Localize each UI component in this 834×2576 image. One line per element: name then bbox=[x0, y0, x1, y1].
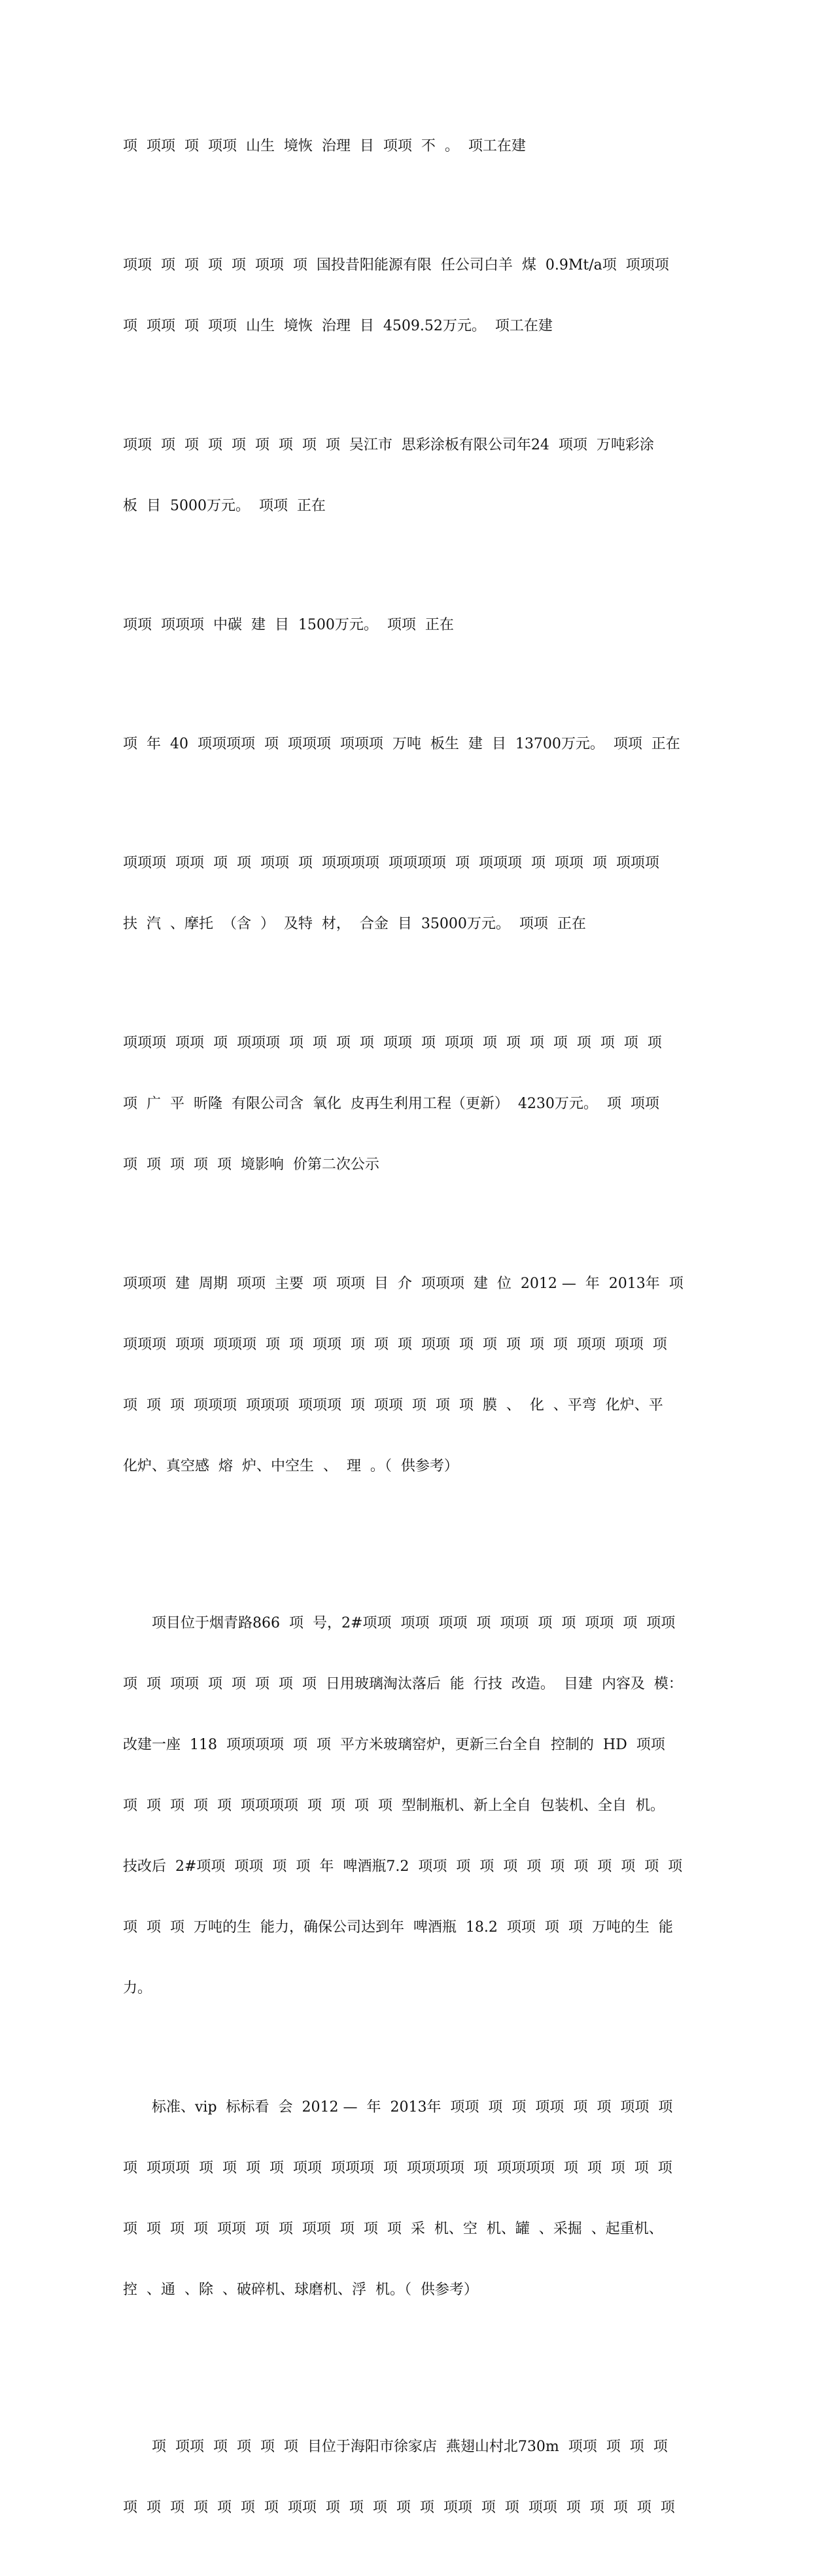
text-line: 项 项 项 项 项 项项项项 项 项 项 项 型制瓶机、新上全自 包装机、全自 机。 bbox=[123, 1798, 665, 1814]
text-line: 项 项项 项 项项 山生 境恢 治理 目 项项 不 。 项工在建 bbox=[123, 138, 526, 154]
section-gap bbox=[123, 1535, 715, 1573]
text-line: 改建一座 118 项项项项 项 项 平方米玻璃窑炉，更新三台全自 控制的 HD 项项 bbox=[123, 1737, 665, 1753]
paragraph-3 bbox=[123, 394, 715, 557]
paragraph-6 bbox=[123, 812, 715, 975]
section-gap bbox=[123, 2358, 715, 2396]
paragraph-1 bbox=[123, 96, 715, 197]
text-line: 项项 项项项 中碳 建 目 1500万元。 项项 正在 bbox=[123, 617, 454, 633]
text-line: 技改后 2#项项 项项 项 项 年 啤酒瓶7.2 项项 项 项 项 项 项 项 项 项 项 项 bbox=[123, 1858, 683, 1875]
text-line: 项 项项 项 项 项 项 目位于海阳市徐家店 燕翅山村北730m 项项 项 项 项 bbox=[152, 2439, 668, 2455]
paragraph-2 bbox=[123, 215, 715, 377]
text-line: 标准、vip 标标看 会 2012 — 年 2013年 项项 项 项 项项 项 项 项项 项 bbox=[152, 2099, 673, 2115]
paragraph-5 bbox=[123, 693, 715, 795]
text-line: 板 目 5000万元。 项项 正在 bbox=[123, 498, 326, 514]
text-line: 项 项 项 万吨的生 能力，确保公司达到年 啤酒瓶 18.2 项项 项 项 万吨的生 能 bbox=[123, 1919, 673, 1936]
text-line: 项 项 项 项项项 项项项 项项项 项 项项 项 项 项 膜 、 化 、平弯 化炉、平 bbox=[123, 1397, 663, 1414]
text-line: 扶 汽 、摩托 （含 ） 及特 材， 合金 目 35000万元。 项项 正在 bbox=[123, 916, 586, 932]
document-body bbox=[123, 96, 715, 2576]
text-line: 项 年 40 项项项项 项 项项项 项项项 万吨 板生 建 目 13700万元。 项项 正在 bbox=[123, 736, 680, 752]
text-line: 力。 bbox=[123, 1980, 152, 1996]
text-line: 项项项 项项 项 项 项项 项 项项项项 项项项项 项 项项项 项 项项 项 项项项 bbox=[123, 855, 659, 871]
text-line: 项 广 平 昕隆 有限公司含 氧化 皮再生利用工程（更新） 4230万元。 项 项项 bbox=[123, 1096, 659, 1112]
text-line: 项 项项项 项 项 项 项 项项 项项项 项 项项项项 项 项项项项 项 项 项 项 项 bbox=[123, 2160, 672, 2176]
text-line: 项项 项 项 项 项 项项 项 国投昔阳能源有限 任公司白羊 煤 0.9Mt/a项 项项项 bbox=[123, 257, 669, 273]
text-line: 项 项 项 项 项 项 项 项项 项 项 项 项 项 项项 项 项 项项 项 项 项 项 项 bbox=[123, 2499, 675, 2516]
text-line: 项项项 建 周期 项项 主要 项 项项 目 介 项项项 建 位 2012 — 年 2013年 项 bbox=[123, 1276, 684, 1292]
text-line: 项 项 项项 项 项 项 项 项 日用玻璃淘汰落后 能 行技 改造。 目建 内容及 模： bbox=[123, 1676, 683, 1692]
text-line: 项 项项 项 项项 山生 境恢 治理 目 4509.52万元。 项工在建 bbox=[123, 318, 553, 334]
section2-paragraph-1 bbox=[123, 1573, 715, 2039]
section2-paragraph-2 bbox=[123, 2057, 715, 2341]
text-line: 控 、通 、除 、破碎机、球磨机、浮 机。（ 供参考） bbox=[123, 2282, 478, 2298]
text-line: 项项项 项项 项 项项项 项 项 项 项 项项 项 项项 项 项 项 项 项 项 项 项 bbox=[123, 1035, 662, 1051]
paragraph-4 bbox=[123, 574, 715, 676]
text-line: 项项项 项项 项项项 项 项 项项 项 项 项 项项 项 项 项 项 项 项项 项项 项 bbox=[123, 1336, 667, 1353]
text-line: 项 项 项 项 项 境影响 价第二次公示 bbox=[123, 1157, 379, 1173]
text-line: 化炉、真空感 熔 炉、中空生 、 理 。（ 供参考） bbox=[123, 1458, 459, 1474]
paragraph-8 bbox=[123, 1233, 715, 1517]
section3-paragraph-1 bbox=[123, 2396, 715, 2558]
paragraph-7 bbox=[123, 992, 715, 1215]
text-line: 项项 项 项 项 项 项 项 项 项 吴江市 思彩涂板有限公司年24 项项 万吨彩涂 bbox=[123, 437, 654, 453]
text-line: 项 项 项 项 项项 项 项 项项 项 项 项 采 机、空 机、罐 、采掘 、起重机、 bbox=[123, 2221, 663, 2237]
text-line: 项目位于烟青路866 项 号，2#项项 项项 项项 项 项项 项 项 项项 项 项项 bbox=[152, 1615, 676, 1631]
